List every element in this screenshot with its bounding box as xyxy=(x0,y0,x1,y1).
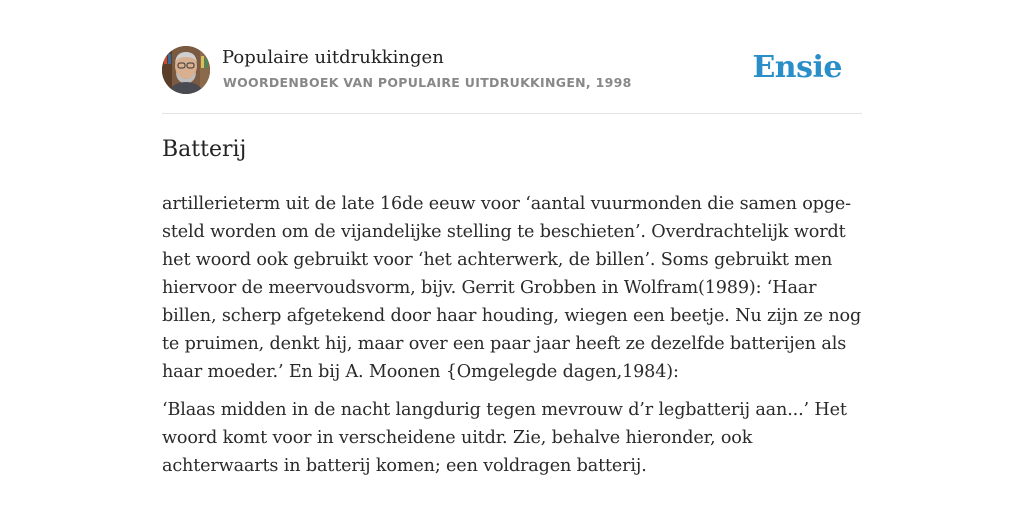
entry-paragraph: artillerieterm uit de late 16de eeuw voor ‘aantal vuurmonden die samen opge-steld worden om de vijandelijke stelling te beschieten’. Overdrachtelijk wordt het woord ook gebruikt voor ‘het achterwerk, de billen’. Soms gebruikt men hiervoor de meervoudsvorm, bijv. Gerrit Grobben in Wolfram(1989): ‘Haar billen, scherp afgetekend door haar houding, wiegen een beetje. Nu zijn ze nog te pruimen, denkt hij, maar over een paar jaar heeft ze dezelfde batterijen als haar moeder.’ En bij A. Moonen {Omgelegde dagen,1984): xyxy=(162,194,862,382)
header-divider xyxy=(162,113,862,114)
entry-card xyxy=(162,46,862,476)
entry-paragraph: ‘Blaas midden in de nacht langdurig tegen mevrouw d’r legbatterij aan...’ Het woord komt voor in verscheidene uitdr. Zie, behalve hieronder, ook achterwaarts in batterij komen; een voldragen batterij. xyxy=(162,400,847,476)
entry-title: Batterij xyxy=(162,137,247,162)
source-header xyxy=(162,46,862,96)
author-avatar xyxy=(162,46,210,94)
ensie-logo[interactable]: Ensie xyxy=(752,50,842,85)
source-title[interactable]: Populaire uitdrukkingen xyxy=(222,47,444,68)
source-subtitle: WOORDENBOEK VAN POPULAIRE UITDRUKKINGEN, 1998 xyxy=(223,75,632,90)
entry-body xyxy=(162,190,867,490)
avatar-portrait-icon xyxy=(162,46,210,94)
